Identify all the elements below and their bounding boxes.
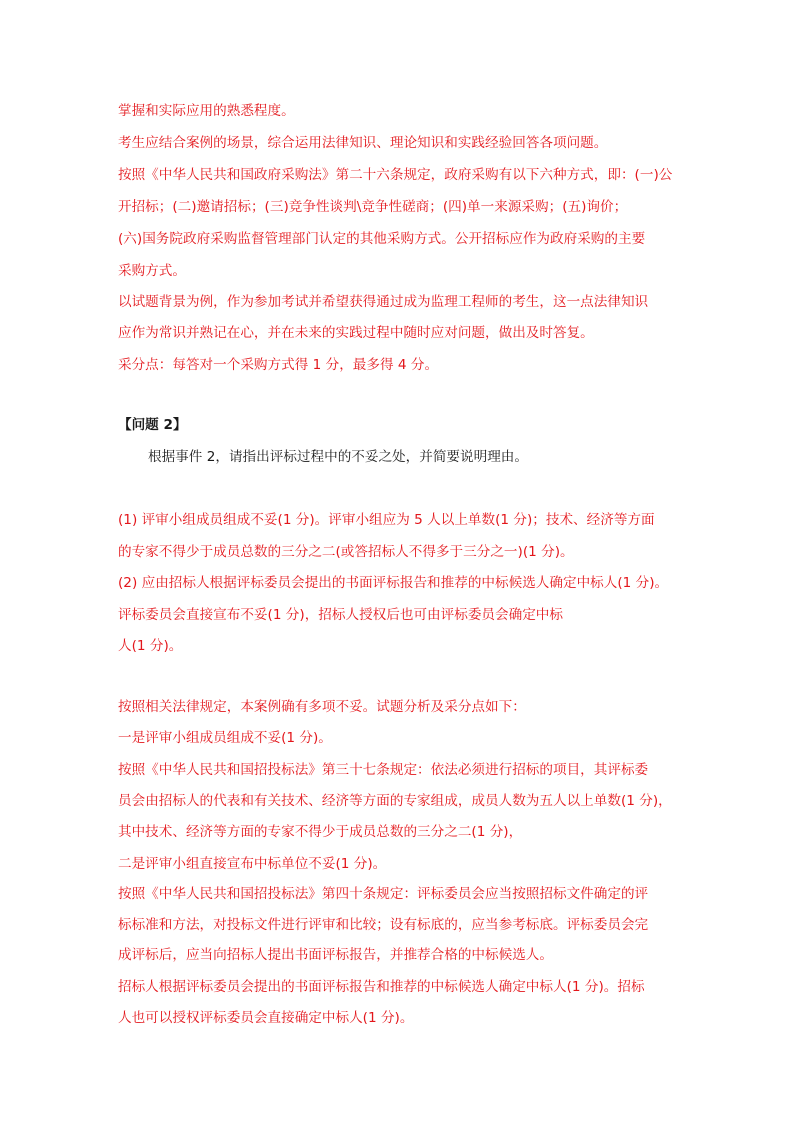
text-line: 按照《中华人民共和国政府采购法》第二十六条规定，政府采购有以下六种方式，即：(一)公 (118, 167, 673, 183)
text-line: 以试题背景为例，作为参加考试并希望获得通过成为监理工程师的考生，这一点法律知识 (118, 294, 649, 310)
analysis-line: 二是评审小组直接宣布中标单位不妥(1 分)。 (118, 856, 387, 872)
text-line: (六)国务院政府采购监督管理部门认定的其他采购方式。公开招标应作为政府采购的主要 (118, 231, 646, 247)
analysis-line: 按照《中华人民共和国招投标法》第四十条规定：评标委员会应当按照招标文件确定的评 (118, 886, 649, 902)
analysis-line: 按照《中华人民共和国招投标法》第三十七条规定：依法必须进行招标的项目，其评标委 (118, 762, 649, 778)
analysis-line: 成评标后，应当向招标人提出书面评标报告，并推荐合格的中标候选人。 (118, 947, 553, 963)
text-line: 应作为常识并熟记在心，并在未来的实践过程中随时应对问题，做出及时答复。 (118, 325, 594, 341)
text-line: 采购方式。 (118, 263, 186, 279)
analysis-line: 标标准和方法，对投标文件进行评审和比较；设有标底的，应当参考标底。评标委员会完 (118, 917, 649, 933)
text-line: 考生应结合案例的场景，综合运用法律知识、理论知识和实践经验回答各项问题。 (118, 135, 608, 151)
question-prompt: 根据事件 2，请指出评标过程中的不妥之处，并简要说明理由。 (148, 449, 528, 465)
analysis-line: 一是评审小组成员组成不妥(1 分)。 (118, 730, 332, 746)
scoring-note: 采分点：每答对一个采购方式得 1 分，最多得 4 分。 (118, 357, 439, 373)
text-line: 掌握和实际应用的熟悉程度。 (118, 103, 295, 119)
answer-line: 的专家不得少于成员总数的三分之二(或答招标人不得多于三分之一)(1 分)。 (118, 544, 574, 560)
answer-line: (1) 评审小组成员组成不妥(1 分)。评审小组应为 5 人以上单数(1 分)；技术、经济等方面 (118, 512, 655, 528)
text-line: 开招标；(二)邀请招标；(三)竞争性谈判\竞争性磋商；(四)单一来源采购；(五)询价； (118, 199, 628, 215)
analysis-line: 招标人根据评标委员会提出的书面评标报告和推荐的中标候选人确定中标人(1 分)。招标 (118, 979, 645, 995)
question-heading: 【问题 2】 (118, 417, 187, 433)
answer-line: 评标委员会直接宣布不妥(1 分)，招标人授权后也可由评标委员会确定中标 (118, 607, 563, 623)
analysis-line: 其中技术、经济等方面的专家不得少于成员总数的三分之二(1 分)， (118, 824, 523, 840)
analysis-line: 员会由招标人的代表和有关技术、经济等方面的专家组成，成员人数为五人以上单数(1 分)， (118, 793, 672, 809)
analysis-line: 按照相关法律规定，本案例确有多项不妥。试题分析及采分点如下： (118, 699, 526, 715)
answer-line: 人(1 分)。 (118, 638, 183, 654)
answer-line: (2) 应由招标人根据评标委员会提出的书面评标报告和推荐的中标候选人确定中标人(1 分)。 (118, 575, 669, 591)
analysis-line: 人也可以授权评标委员会直接确定中标人(1 分)。 (118, 1010, 414, 1026)
